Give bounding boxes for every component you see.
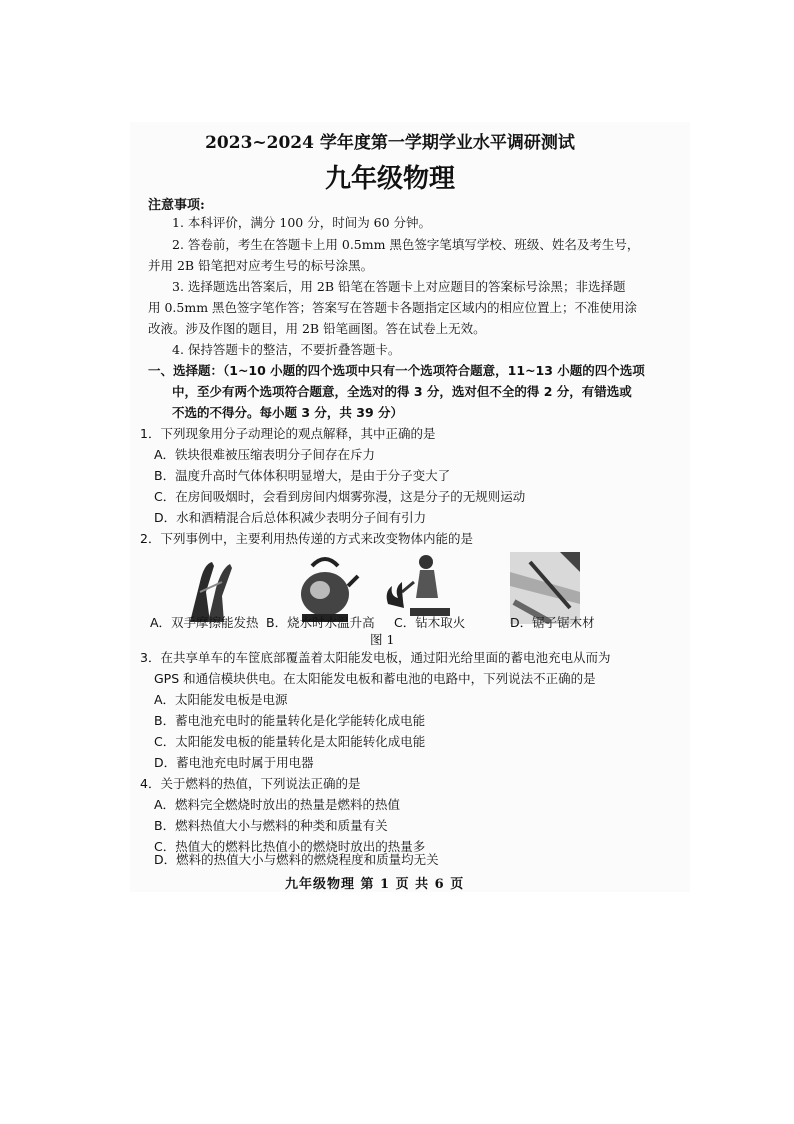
notice-heading: 注意事项: [148,198,205,213]
question-1-stem: 1．下列现象用分子动理论的观点解释，其中正确的是 [140,426,436,441]
question-2-stem: 2．下列事例中，主要利用热传递的方式来改变物体内能的是 [140,531,473,546]
figure-label: 图 1 [370,632,395,647]
question-4-stem: 4．关于燃料的热值，下列说法正确的是 [140,776,361,791]
notice-item-4: 4. 保持答题卡的整洁，不要折叠答题卡。 [172,342,401,357]
question-3-option-d: D．蓄电池充电时属于用电器 [154,755,314,770]
notice-item-1: 1. 本科评价，满分 100 分，时间为 60 分钟。 [172,215,432,230]
notice-item-3-cont: 用 0.5mm 黑色签字笔作答；答案写在答题卡各题指定区域内的相应位置上；不准使用涂 [148,300,638,315]
exam-subject: 九年级物理 [324,164,455,194]
page-footer: 九年级物理 第 1 页 共 6 页 [285,877,465,892]
caption-a: A．双手摩擦能发热 [150,615,259,630]
notice-item-3: 3. 选择题选出答案后，用 2B 铅笔在答题卡上对应题目的答案标号涂黑；非选择题 [172,279,626,294]
notice-item-2: 2. 答卷前，考生在答题卡上用 0.5mm 黑色签字笔填写学校、班级、姓名及考生号， [172,237,640,252]
notice-item-3-cont2: 改液。涉及作图的题目，用 2B 铅笔画图。答在试卷上无效。 [148,321,486,336]
caption-c: C．钻木取火 [394,615,466,630]
question-4-option-b: B．燃料热值大小与燃料的种类和质量有关 [154,818,388,833]
notice-item-2-cont: 并用 2B 铅笔把对应考生号的标号涂黑。 [148,258,374,273]
caption-b: B．烧水时水温升高 [266,615,375,630]
question-3-stem-1: 3．在共享单车的车筐底部覆盖着太阳能发电板，通过阳光给里面的蓄电池充电从而为 [140,650,611,665]
question-4-option-a: A．燃料完全燃烧时放出的热量是燃料的热值 [154,797,401,812]
exam-title: 2023~2024 学年度第一学期学业水平调研测试 [205,133,575,153]
question-1-option-d: D．水和酒精混合后总体积减少表明分子间有引力 [154,510,427,525]
question-3-option-b: B．蓄电池充电时的能量转化是化学能转化成电能 [154,713,426,728]
question-3-stem-2: GPS 和通信模块供电。在太阳能发电板和蓄电池的电路中，下列说法不正确的是 [154,671,596,686]
question-3-option-c: C．太阳能发电板的能量转化是太阳能转化成电能 [154,734,426,749]
section-instructions-1: 一、选择题：（1~10 小题的四个选项中只有一个选项符合题意，11~13 小题的四个选项 [148,363,645,378]
question-1-option-c: C．在房间吸烟时，会看到房间内烟雾弥漫，这是分子的无规则运动 [154,489,526,504]
question-1-option-a: A．铁块很难被压缩表明分子间存在斥力 [154,447,376,462]
question-4-option-c: C．热值大的燃料比热值小的燃烧时放出的热量多 [154,839,426,854]
section-instructions-2: 中，至少有两个选项符合题意，全选对的得 3 分，选对但不全的得 2 分，有错选或 [172,384,632,399]
question-1-option-b: B．温度升高时气体体积明显增大，是由于分子变大了 [154,468,451,483]
question-3-option-a: A．太阳能发电板是电源 [154,692,288,707]
section-instructions-3: 不选的不得分。每小题 3 分，共 39 分） [172,405,404,420]
caption-d: D．锯子锯木材 [510,615,595,630]
question-4-option-d: D．燃料的热值大小与燃料的燃烧程度和质量均无关 [154,852,439,867]
